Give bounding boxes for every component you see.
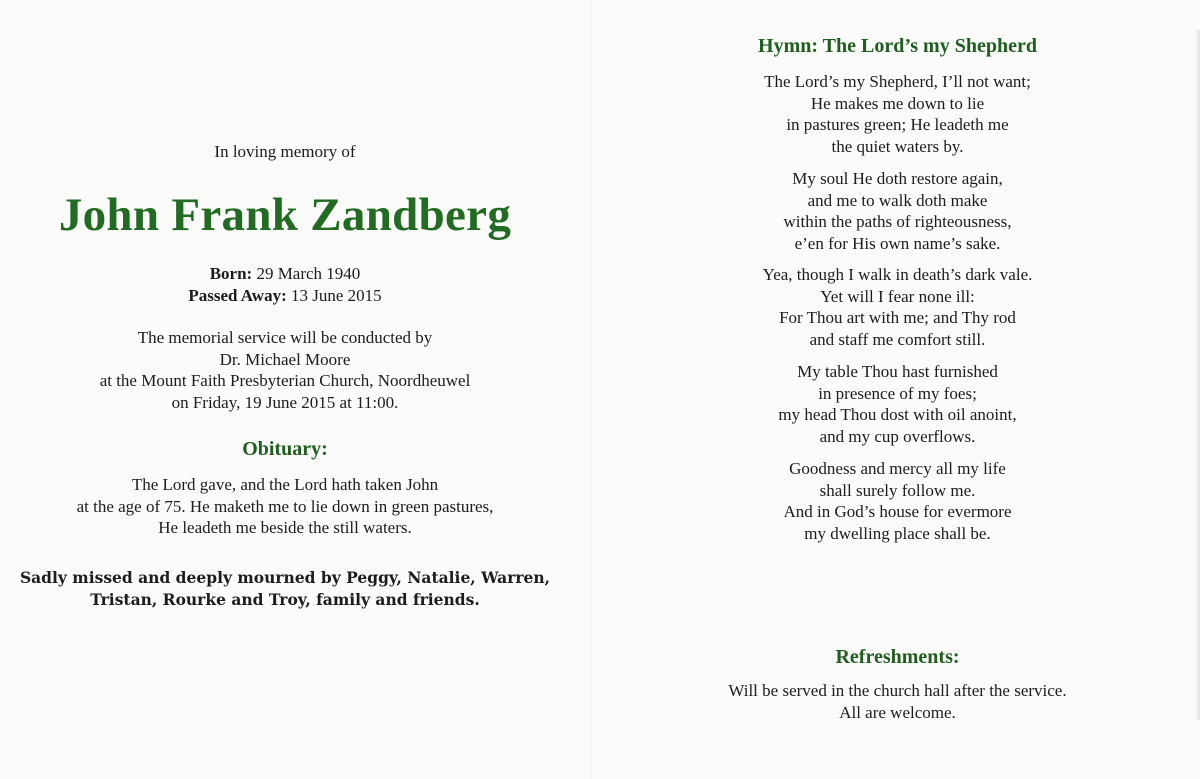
hymn-line: in presence of my foes; xyxy=(818,383,977,403)
hymn-line: my dwelling place shall be. xyxy=(804,523,991,543)
hymn-line: Yea, though I walk in death’s dark vale. xyxy=(762,265,1033,284)
hymn-line: My table Thou hast furnished xyxy=(797,362,998,381)
hymn-line: within the paths of righteousness, xyxy=(783,212,1012,231)
mourned-line: Sadly missed and deeply mourned by Peggy, Natalie, Warren, xyxy=(19,568,551,587)
hymn-stanza xyxy=(595,71,1200,157)
intro-block xyxy=(0,141,570,163)
intro-text: In loving memory of xyxy=(214,142,356,161)
hymn-line: Goodness and mercy all my life xyxy=(789,459,1006,478)
passed-label: Passed Away: xyxy=(188,285,287,305)
dates-block xyxy=(0,263,570,306)
service-line: on Friday, 19 June 2015 at 11:00. xyxy=(171,392,399,412)
hymn-line: and me to walk doth make xyxy=(807,190,988,210)
service-line: The memorial service will be conducted by xyxy=(137,328,433,347)
hymn-line: For Thou art with me; and Thy rod xyxy=(779,308,1016,327)
service-line: Dr. Michael Moore xyxy=(219,349,351,369)
refreshments-text xyxy=(595,680,1200,723)
hymn-stanza xyxy=(595,458,1200,544)
hymn-line: in pastures green; He leadeth me xyxy=(786,115,1009,134)
mourned-by xyxy=(0,567,570,611)
passed-value: 13 June 2015 xyxy=(290,285,382,305)
hymn-line: My soul He doth restore again, xyxy=(792,169,1003,188)
hymn-line: And in God’s house for evermore xyxy=(783,502,1012,521)
hymn-stanza xyxy=(595,264,1200,350)
hymn-line: He makes me down to lie xyxy=(810,93,985,113)
deceased-name: John Frank Zandberg xyxy=(58,189,512,241)
born-value: 29 March 1940 xyxy=(256,264,361,283)
refreshments-heading: Refreshments: xyxy=(835,646,960,668)
hymn-line: and my cup overflows. xyxy=(819,426,976,446)
hymn-heading: Hymn: The Lord’s my Shepherd xyxy=(758,35,1037,57)
mourned-line: Tristan, Rourke and Troy, family and friends. xyxy=(90,590,480,609)
hymn-stanza xyxy=(595,361,1200,447)
hymn-line: Yet will I fear none ill: xyxy=(820,286,975,306)
page-fold-line xyxy=(590,0,591,779)
hymn-line: the quiet waters by. xyxy=(831,136,964,156)
hymn-line: e’en for His own name’s sake. xyxy=(794,233,1001,253)
born-line xyxy=(0,263,570,285)
obituary-line: He leadeth me beside the still waters. xyxy=(158,518,412,537)
right-page xyxy=(595,0,1200,779)
born-label: Born: xyxy=(209,264,253,283)
obituary-heading: Obituary: xyxy=(242,438,328,460)
obituary-line: The Lord gave, and the Lord hath taken John xyxy=(131,475,439,494)
hymn-line: and staff me comfort still. xyxy=(809,329,986,349)
service-line: at the Mount Faith Presbyterian Church, Noordheuwel xyxy=(99,371,471,390)
hymn-line: my head Thou dost with oil anoint, xyxy=(778,405,1017,424)
hymn-line: The Lord’s my Shepherd, I’ll not want; xyxy=(764,72,1031,91)
hymn-line: shall surely follow me. xyxy=(819,480,976,500)
hymn-stanza xyxy=(595,168,1200,254)
service-details xyxy=(0,327,570,413)
left-page xyxy=(0,0,570,779)
obituary-text xyxy=(0,474,570,539)
passed-line xyxy=(0,285,570,307)
obituary-line: at the age of 75. He maketh me to lie down in green pastures, xyxy=(76,496,494,516)
refreshments-line: Will be served in the church hall after the service. xyxy=(728,681,1067,700)
refreshments-line: All are welcome. xyxy=(839,702,956,722)
